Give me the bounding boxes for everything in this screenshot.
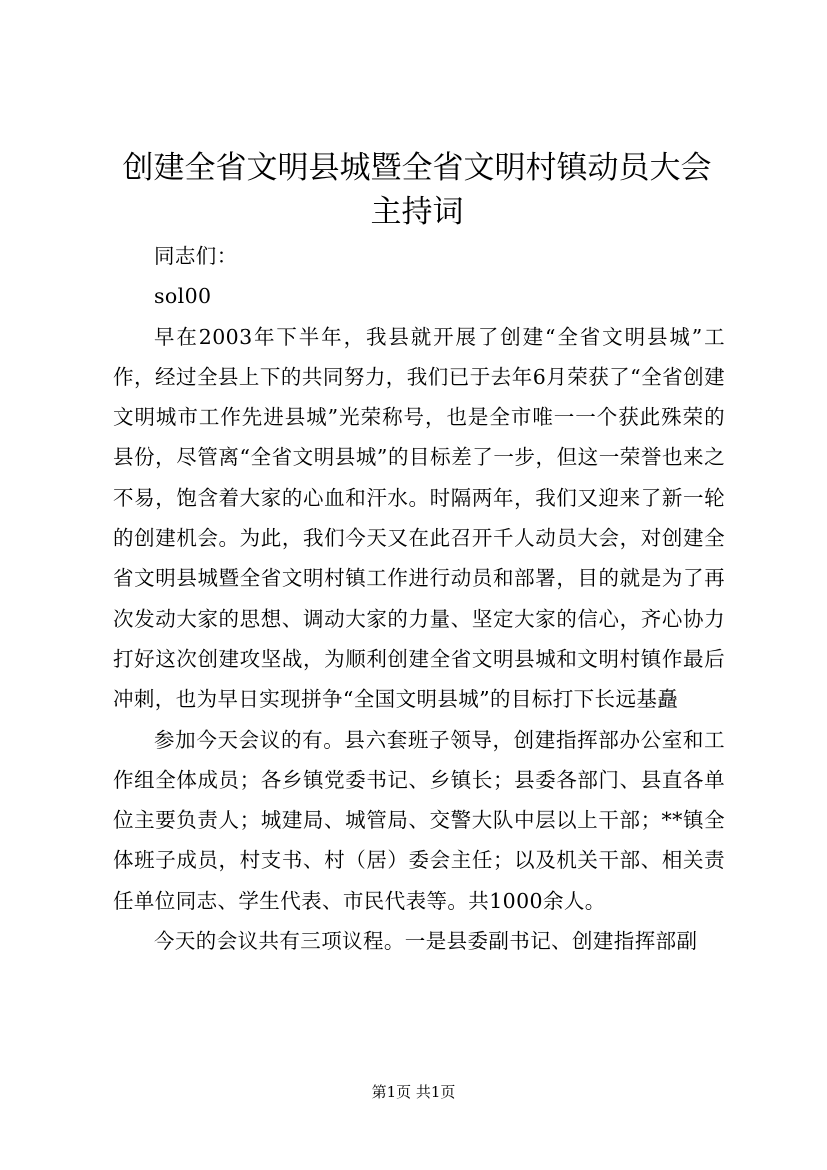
body-paragraph: sol00	[154, 284, 212, 309]
document-title: 创建全省文明县城暨全省文明村镇动员大会主持词	[122, 150, 712, 230]
body-paragraph: 今天的会议共有三项议程。一是县委副书记、创建指挥部副	[154, 929, 698, 954]
body-paragraph: 早在2003年下半年，我县就开展了创建“全省文明县城”工作，经过全县上下的共同努力，我们已于去年6月荣获了“全省创建文明城市工作先进县城”光荣称号，也是全市唯一一个获此殊荣的县份，尽管离“全省文明县城”的目标差了一步，但这一荣誉也来之不易，饱含着大家的心血和汗水。时隔两年，我们又迎来了新一轮的创建机会。为此，我们今天又在此召开千人动员大会，对创建全省文明县城暨全省文明村镇工作进行动员和部署，目的就是为了再次发动大家的思想、调动大家的力量、坚定大家的信心，齐心协力打好这次创建攻坚战，为顺利创建全省文明县城和文明村镇作最后冲刺，也为早日实现拼争“全国文明县城”的目标打下长远基矗	[113, 324, 725, 712]
document-body	[113, 236, 725, 961]
page-footer: 第1页 共1页	[371, 1083, 456, 1101]
salutation-paragraph: 同志们：	[154, 244, 238, 268]
body-paragraph: 参加今天会议的有。县六套班子领导，创建指挥部办公室和工作组全体成员；各乡镇党委书记、乡镇长；县委各部门、县直各单位主要负责人；城建局、城管局、交警大队中层以上干部；**镇全体班子成员，村支书、村（居）委会主任；以及机关干部、相关责任单位同志、学生代表、市民代表等。共1000余人。	[113, 727, 725, 913]
